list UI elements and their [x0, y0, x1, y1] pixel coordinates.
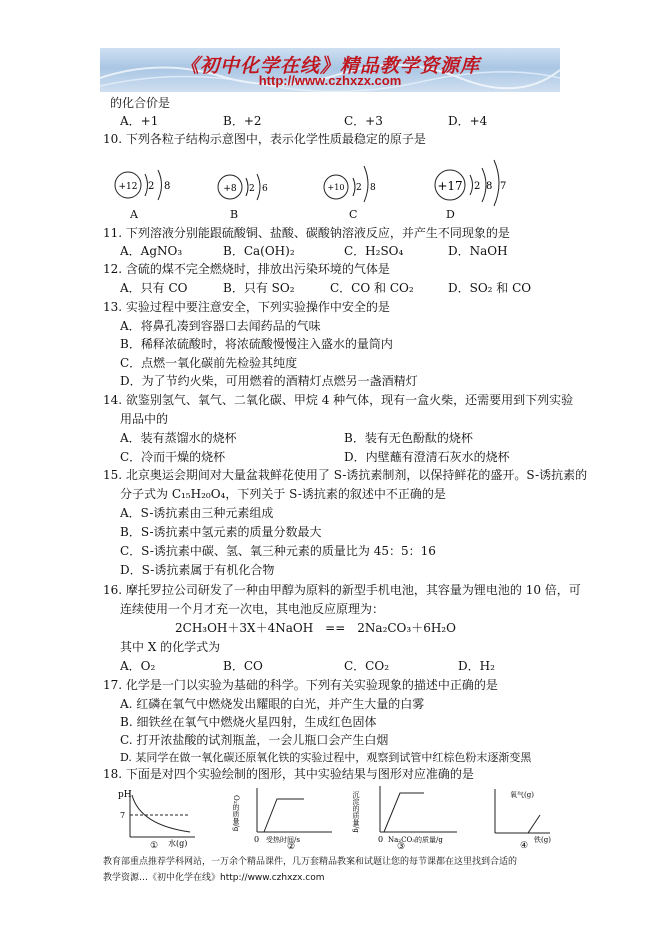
q14-text-cont: 用品中的: [120, 412, 169, 426]
q16-option-c: C．CO₂: [344, 659, 390, 673]
q16-option-b: B．CO: [223, 659, 263, 673]
atom-diagram-d: [430, 150, 530, 208]
q9-option-a: A．+1: [120, 114, 159, 128]
q12-option-b: B．只有 SO₂: [223, 281, 295, 295]
svg-text:O₂的质量/g: O₂的质量/g: [232, 795, 240, 832]
q12-text: 12. 含硫的煤不完全燃烧时，排放出污染环境的气体是: [103, 262, 390, 276]
q12-option-c: C．CO 和 CO₂: [330, 281, 414, 295]
q17-option-a: A. 红磷在氧气中燃烧发出耀眼的白光，并产生大量的白雾: [120, 697, 425, 711]
svg-text:2: 2: [474, 181, 481, 192]
svg-text:②: ②: [287, 842, 296, 850]
q18-text: 18. 下面是对四个实验绘制的图形，其中实验结果与图形对应准确的是: [103, 767, 474, 781]
svg-text:2: 2: [249, 184, 255, 194]
svg-text:pH: pH: [118, 790, 132, 800]
footer-line-2[interactable]: 教学资源…《初中化学在线》http://www.czhxzx.com: [103, 873, 325, 883]
svg-text:2: 2: [356, 183, 362, 193]
svg-text:Na₂CO₃的质量/g: Na₂CO₃的质量/g: [388, 836, 443, 844]
atom-label-c: C: [349, 208, 358, 221]
q11-option-b: B．Ca(OH)₂: [223, 244, 295, 258]
q13-text: 13. 实验过程中要注意安全，下列实验操作中安全的是: [103, 300, 390, 314]
banner-title: 《初中化学在线》精品教学资源库: [179, 55, 480, 77]
svg-text:2: 2: [148, 181, 155, 192]
svg-text:0: 0: [254, 835, 260, 844]
q15-option-a: A．S-诱抗素由三种元素组成: [120, 506, 274, 520]
q16-option-d: D．H₂: [458, 659, 495, 673]
q15-option-b: B．S-诱抗素中氢元素的质量分数最大: [120, 525, 322, 539]
q14-option-a: A．装有蒸馏水的烧杯: [120, 431, 237, 445]
q15-option-d: D．S-诱抗素属于有机化合物: [120, 563, 275, 577]
svg-text:氧气(g): 氧气(g): [510, 791, 534, 799]
svg-text:7: 7: [120, 811, 126, 820]
svg-text:①: ①: [150, 841, 159, 850]
q16-question: 其中 X 的化学式为: [120, 640, 221, 654]
header-banner: [100, 48, 560, 92]
banner-url[interactable]: http://www.czhxzx.com: [258, 73, 402, 88]
q10-text: 10. 下列各粒子结构示意图中，表示化学性质最稳定的原子是: [103, 132, 426, 146]
q9-text: 的化合价是: [110, 96, 171, 110]
q9-option-b: B．+2: [223, 114, 262, 128]
svg-text:③: ③: [397, 842, 406, 850]
q16-option-a: A．O₂: [120, 659, 156, 673]
graph-4: [480, 785, 560, 850]
atom-label-a: A: [130, 208, 138, 221]
atom-diagram-a: [112, 160, 192, 210]
svg-text:④: ④: [520, 841, 529, 850]
q13-option-a: A．将鼻孔凑到容器口去闻药品的气味: [120, 319, 321, 333]
svg-text:+8: +8: [223, 184, 237, 194]
svg-text:8: 8: [164, 181, 171, 192]
graph-1: [110, 785, 200, 850]
q13-option-d: D．为了节约火柴，可用燃着的酒精灯点燃另一盏酒精灯: [120, 374, 418, 388]
q15-text: 15. 北京奥运会期间对大量盆栽鲜花使用了 S-诱抗素制剂，以保持鲜花的盛开。S-诱抗素的: [103, 468, 588, 482]
q13-option-b: B．稀释浓硫酸时，将浓硫酸慢慢注入盛水的量筒内: [120, 337, 393, 351]
q11-option-a: A．AgNO₃: [120, 244, 183, 258]
q12-option-a: A．只有 CO: [120, 281, 188, 295]
q14-text: 14. 欲鉴别氢气、氧气、二氧化碳、甲烷 4 种气体，现有一盒火柴，还需要用到下列实验: [103, 393, 574, 407]
q17-option-b: B. 细铁丝在氧气中燃烧火星四射，生成红色固体: [120, 715, 377, 729]
q16-equation: 2CH₃OH＋3X＋4NaOH == 2Na₂CO₃＋6H₂O: [175, 621, 456, 635]
svg-text:0: 0: [378, 835, 384, 844]
q11-option-d: D．NaOH: [448, 244, 508, 258]
q16-text: 16. 摩托罗拉公司研发了一种由甲醇为原料的新型手机电池，其容量为锂电池的 10 倍，可: [103, 583, 581, 597]
q14-option-c: C．冷而干燥的烧杯: [120, 450, 226, 464]
q12-option-d: D．SO₂ 和 CO: [448, 281, 532, 295]
svg-text:受热时间/s: 受热时间/s: [266, 836, 300, 844]
svg-text:6: 6: [262, 184, 268, 194]
q14-option-b: B．装有无色酚酞的烧杯: [344, 431, 473, 445]
svg-text:水(g): 水(g): [168, 839, 188, 848]
q16-text-cont: 连续使用一个月才充一次电，其电池反应原理为：: [120, 602, 385, 616]
q17-text: 17. 化学是一门以实验为基础的科学。下列有关实验现象的描述中正确的是: [103, 678, 498, 692]
svg-text:8: 8: [486, 181, 493, 192]
q15-text-cont: 分子式为 C₁₅H₂₀O₄，下列关于 S-诱抗素的叙述中不正确的是: [120, 487, 446, 501]
svg-text:+10: +10: [327, 183, 345, 192]
svg-text:+17: +17: [437, 179, 463, 193]
q14-option-d: D．内壁蘸有澄清石灰水的烧杯: [344, 450, 510, 464]
atom-label-d: D: [446, 208, 455, 221]
q11-text: 11. 下列溶液分别能跟硫酸铜、盐酸、碳酸钠溶液反应，并产生不同现象的是: [103, 226, 510, 240]
q9-option-c: C．+3: [344, 114, 383, 128]
svg-text:7: 7: [500, 181, 507, 192]
q9-option-d: D．+4: [448, 114, 488, 128]
atom-label-b: B: [230, 208, 239, 221]
svg-text:沉淀的质量/g: 沉淀的质量/g: [352, 791, 360, 833]
q15-option-c: C．S-诱抗素中碳、氢、氧三种元素的质量比为 45：5：16: [120, 544, 436, 558]
graph-2: [232, 785, 337, 850]
q11-option-c: C．H₂SO₄: [344, 244, 404, 258]
footer-line-1: 教育部重点推荐学科网站，一万余个精品课件，几万套精品教案和试题让您的每节课都在这里找到合适的: [103, 857, 518, 867]
q13-option-c: C．点燃一氧化碳前先检验其纯度: [120, 356, 298, 370]
svg-text:+12: +12: [118, 182, 138, 192]
atom-diagram-c: [318, 158, 398, 208]
q17-option-c: C. 打开浓盐酸的试剂瓶盖，一会儿瓶口会产生白烟: [120, 733, 389, 747]
svg-text:铁(g): 铁(g): [534, 836, 551, 844]
svg-text:8: 8: [370, 183, 376, 193]
q17-option-d: D. 某同学在做一氧化碳还原氧化铁的实验过程中，观察到试管中红棕色粉末逐渐变黑: [120, 751, 532, 764]
graph-3: [352, 783, 462, 850]
atom-diagram-b: [212, 160, 292, 210]
